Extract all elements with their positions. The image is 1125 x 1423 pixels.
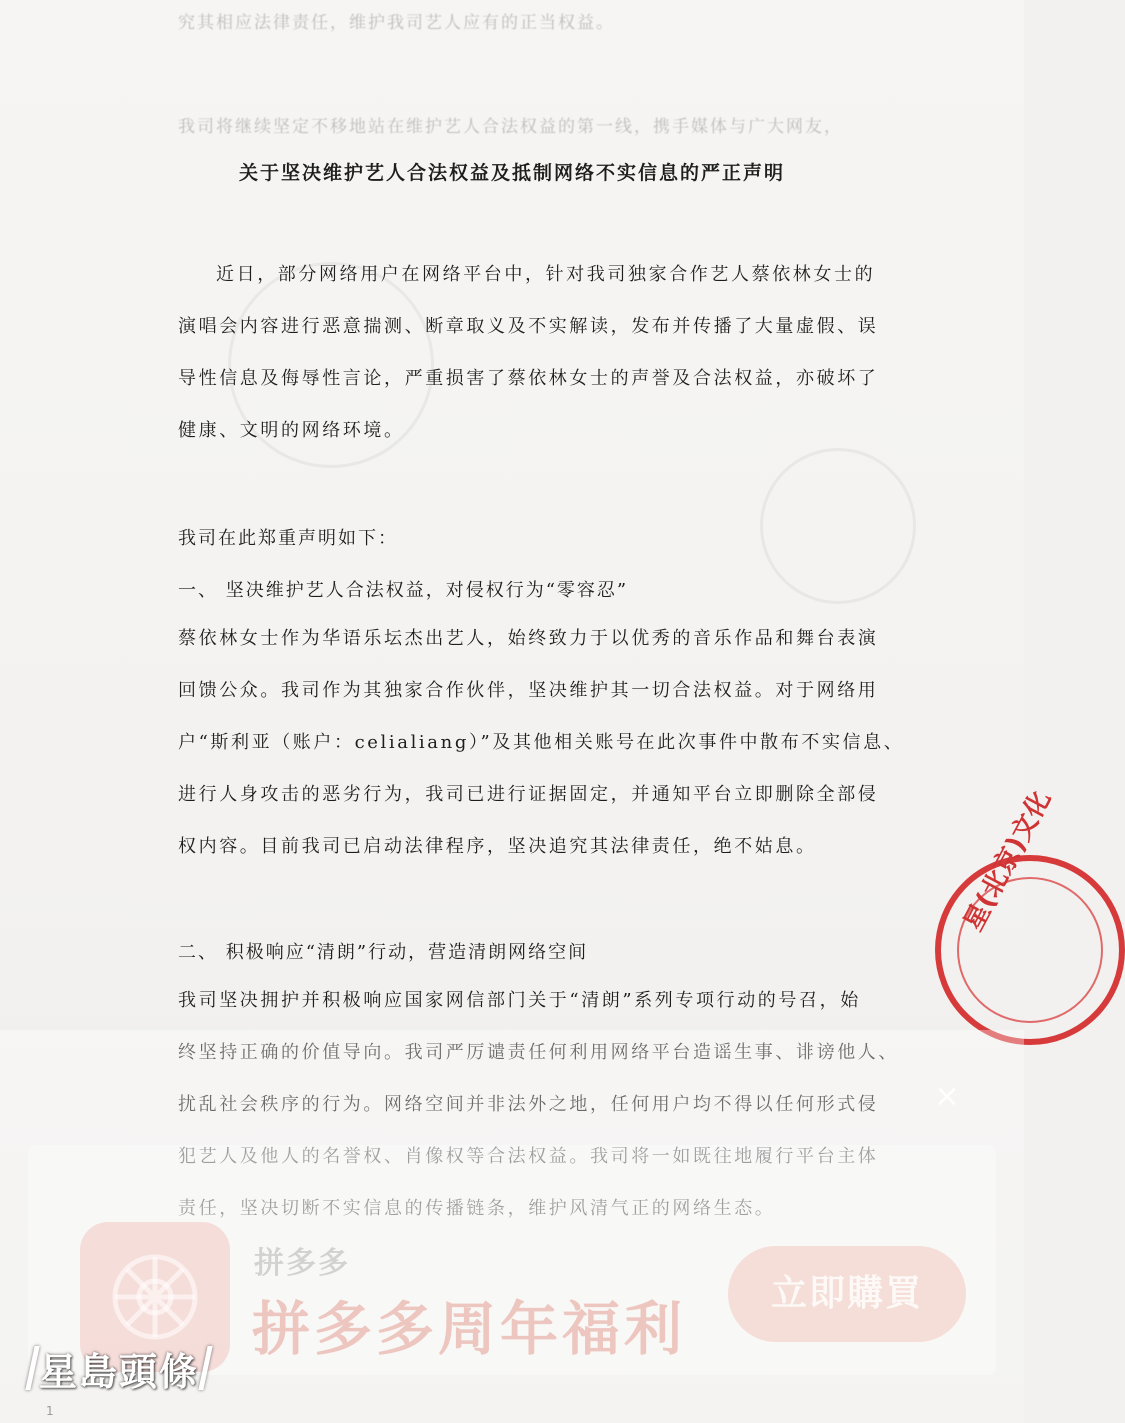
text-line: 扰乱社会秩序的行为。网络空间并非法外之地，任何用户均不得以任何形式侵 bbox=[178, 1094, 879, 1115]
text-line: 回馈公众。我司作为其独家合作伙伴，坚决维护其一切合法权益。对于网络用 bbox=[178, 680, 879, 701]
text-line: 导性信息及侮辱性言论，严重损害了蔡依林女士的声誉及合法权益，亦破坏了 bbox=[178, 368, 879, 389]
text-line: 演唱会内容进行恶意揣测、断章取义及不实解读，发布并传播了大量虚假、误 bbox=[178, 316, 879, 337]
buy-now-button[interactable]: 立即購買 bbox=[728, 1246, 966, 1342]
ad-slogan: 拼多多周年福利 bbox=[252, 1295, 687, 1363]
text-line: 蔡依林女士作为华语乐坛杰出艺人，始终致力于以优秀的音乐作品和舞台表演 bbox=[178, 628, 879, 649]
text-line: 进行人身攻击的恶劣行为，我司已进行证据固定，并通知平台立即删除全部侵 bbox=[178, 784, 879, 805]
company-red-seal bbox=[935, 786, 1125, 1045]
text-line: 我司坚决拥护并积极响应国家网信部门关于“清朗”系列专项行动的号召，始 bbox=[178, 990, 861, 1011]
close-icon[interactable]: × bbox=[934, 1079, 960, 1114]
text-line: 责任，坚决切断不实信息的传播链条，维护风清气正的网络生态。 bbox=[178, 1198, 776, 1219]
watermark-text: 星島頭條 bbox=[39, 1349, 200, 1394]
ad-brand-name: 拼多多 bbox=[254, 1246, 350, 1281]
seal-text: 星(北京)文化 bbox=[958, 786, 1057, 936]
declaration-line: 我司在此郑重声明如下： bbox=[178, 528, 398, 549]
sing-tao-watermark-logo bbox=[22, 1342, 216, 1394]
faint-seal-imprint bbox=[760, 448, 916, 604]
text-line: 犯艺人及他人的名誉权、肖像权等合法权益。我司将一如既往地履行平台主体 bbox=[178, 1146, 879, 1167]
text-line: 终坚持正确的价值导向。我司严厉谴责任何利用网络平台造谣生事、诽谤他人、 bbox=[178, 1042, 899, 1063]
bleed-through-text: 我司将继续坚定不移地站在维护艺人合法权益的第一线，携手媒体与广大网友， bbox=[178, 117, 843, 137]
section-heading-1: 一、 坚决维护艺人合法权益，对侵权行为“零容忍” bbox=[178, 580, 629, 601]
document-title: 关于坚决维护艺人合法权益及抵制网络不实信息的严正声明 bbox=[238, 162, 785, 184]
watermark-bar-icon bbox=[25, 1346, 39, 1390]
intro-paragraph bbox=[178, 262, 879, 470]
watermark-bar-icon bbox=[198, 1346, 212, 1390]
text-line: 权内容。目前我司已启动法律程序，坚决追究其法律责任，绝不姑息。 bbox=[178, 836, 817, 857]
text-line: 户“斯利亚（账户：celialiang）”及其他相关账号在此次事件中散布不实信息、 bbox=[178, 732, 905, 753]
logo-pattern-icon bbox=[100, 1242, 210, 1352]
page-mark: 1 bbox=[46, 1404, 54, 1418]
bleed-through-text: 究其相应法律责任，维护我司艺人应有的正当权益。 bbox=[178, 13, 615, 33]
text-line: 健康、文明的网络环境。 bbox=[178, 420, 405, 441]
section-heading-2: 二、 积极响应“清朗”行动，营造清朗网络空间 bbox=[178, 942, 589, 963]
text-line: 近日，部分网络用户在网络平台中，针对我司独家合作艺人蔡依林女士的 bbox=[216, 264, 876, 285]
section-1-paragraph bbox=[178, 626, 905, 886]
